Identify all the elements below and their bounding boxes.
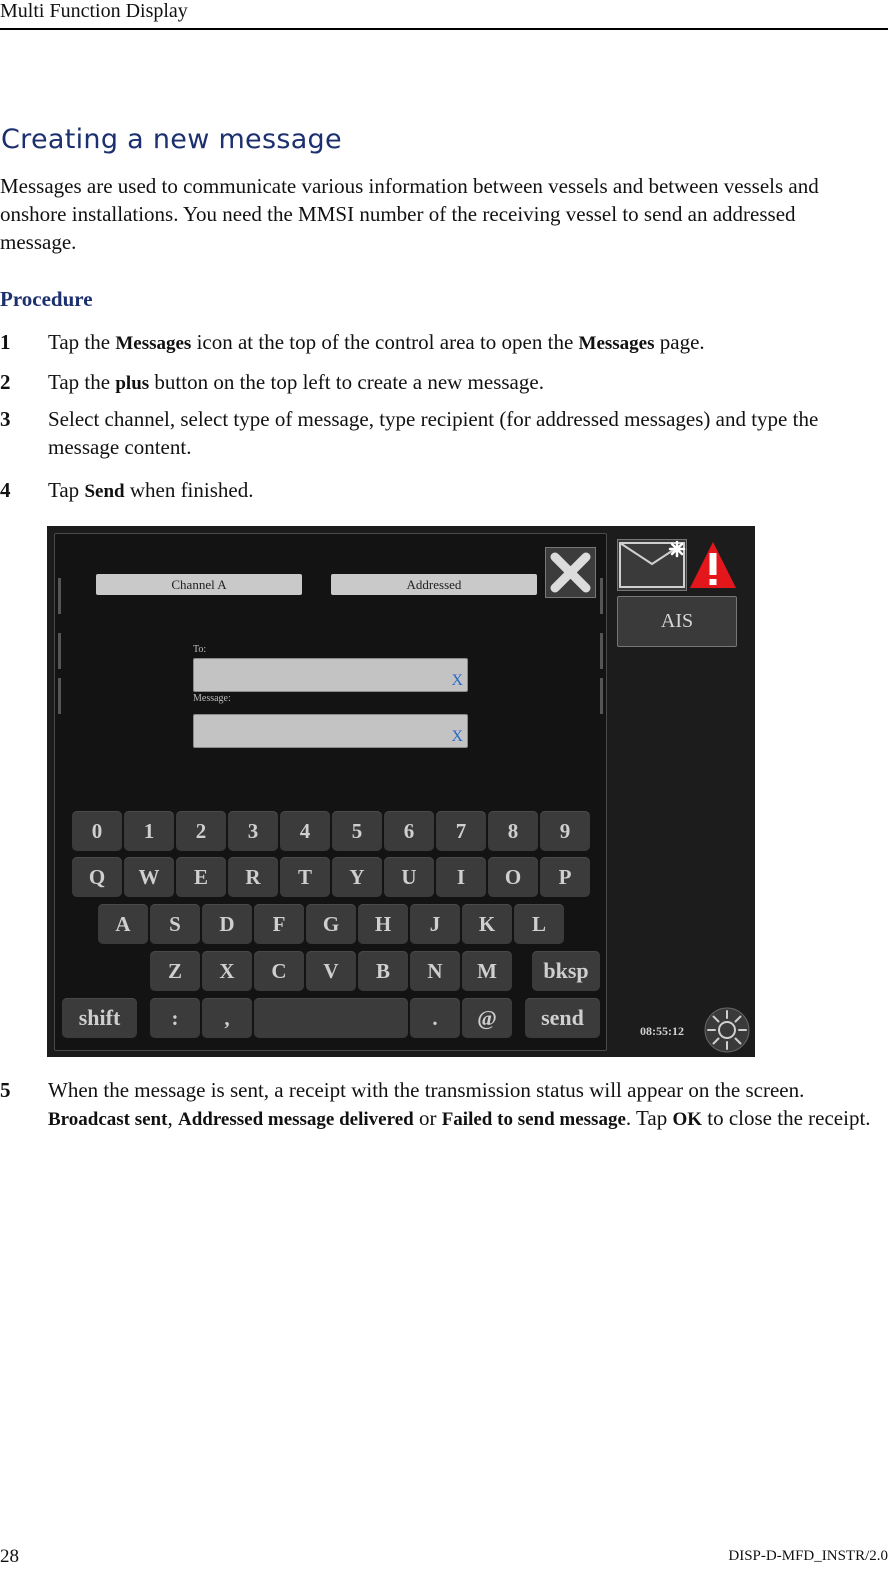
key-n[interactable]: N — [410, 951, 460, 991]
panel-edge-mark — [600, 578, 603, 614]
step-text-part: icon at the top of the control area to open the — [191, 330, 579, 354]
key-2[interactable]: 2 — [176, 811, 226, 851]
key-g[interactable]: G — [306, 904, 356, 944]
key-d[interactable]: D — [202, 904, 252, 944]
key-h[interactable]: H — [358, 904, 408, 944]
key-period[interactable]: . — [410, 998, 460, 1038]
ui-term-failed-to-send: Failed to send message — [441, 1109, 626, 1130]
key-s[interactable]: S — [150, 904, 200, 944]
step-text — [48, 1076, 880, 1134]
key-a[interactable]: A — [98, 904, 148, 944]
step-number: 5 — [0, 1078, 11, 1102]
message-type-select-button[interactable]: Addressed — [331, 574, 537, 595]
key-9[interactable]: 9 — [540, 811, 590, 851]
key-comma[interactable]: , — [202, 998, 252, 1038]
key-8[interactable]: 8 — [488, 811, 538, 851]
clock: 08:55:12 — [640, 1024, 684, 1038]
key-t[interactable]: T — [280, 857, 330, 897]
document-code: DISP-D-MFD_INSTR/2.0 — [728, 1548, 888, 1564]
procedure-step-3 — [0, 405, 860, 461]
send-key[interactable]: send — [525, 998, 600, 1038]
message-label: Message: — [193, 693, 231, 704]
key-e[interactable]: E — [176, 857, 226, 897]
procedure-step-1 — [0, 328, 880, 358]
key-z[interactable]: Z — [150, 951, 200, 991]
key-7[interactable]: 7 — [436, 811, 486, 851]
key-at[interactable]: @ — [462, 998, 512, 1038]
channel-select-button[interactable]: Channel A — [96, 574, 302, 595]
panel-edge-mark — [600, 633, 603, 669]
clear-message-icon[interactable]: X — [451, 728, 463, 745]
step-text-part: Tap the — [48, 370, 116, 394]
key-y[interactable]: Y — [332, 857, 382, 897]
step-text-part: Tap the — [48, 330, 116, 354]
ui-term-messages: Messages — [578, 333, 655, 354]
key-3[interactable]: 3 — [228, 811, 278, 851]
key-p[interactable]: P — [540, 857, 590, 897]
key-j[interactable]: J — [410, 904, 460, 944]
to-label: To: — [193, 644, 207, 655]
ui-term-ok: OK — [672, 1109, 703, 1130]
step-text — [48, 476, 880, 506]
panel-edge-mark — [58, 678, 61, 714]
step-number: 3 — [0, 407, 11, 431]
backspace-key[interactable]: bksp — [532, 951, 600, 991]
key-0[interactable]: 0 — [72, 811, 122, 851]
panel-edge-mark — [58, 578, 61, 614]
panel-edge-mark — [600, 678, 603, 714]
ui-term-messages: Messages — [115, 333, 192, 354]
step-number: 1 — [0, 330, 11, 354]
key-q[interactable]: Q — [72, 857, 122, 897]
key-x[interactable]: X — [202, 951, 252, 991]
step-text-part: , — [167, 1106, 178, 1130]
step-text-part: page. — [654, 330, 705, 354]
intro-paragraph: Messages are used to communicate various information between vessels and between vessels and onshore installations. You need the MMSI number of the receiving vessel to send an addressed message. — [0, 174, 819, 254]
step-text — [48, 328, 880, 358]
step-text-part: or — [413, 1106, 442, 1130]
step-number: 4 — [0, 478, 11, 502]
alarm-warning-icon[interactable] — [688, 539, 738, 591]
shift-key[interactable]: shift — [62, 998, 137, 1038]
ais-button[interactable]: AIS — [617, 596, 737, 647]
running-header-title: Multi Function Display — [0, 0, 188, 22]
key-u[interactable]: U — [384, 857, 434, 897]
step-text-part: When the message is sent, a receipt with the transmission status will appear on the screen. — [48, 1078, 805, 1102]
step-text-part: to close the receipt. — [702, 1106, 871, 1130]
key-k[interactable]: K — [462, 904, 512, 944]
key-c[interactable]: C — [254, 951, 304, 991]
step-text — [48, 368, 880, 398]
close-button[interactable] — [545, 547, 596, 598]
procedure-step-2 — [0, 368, 880, 398]
key-i[interactable]: I — [436, 857, 486, 897]
key-r[interactable]: R — [228, 857, 278, 897]
key-b[interactable]: B — [358, 951, 408, 991]
step-text-part: when finished. — [124, 478, 254, 502]
procedure-heading: Procedure — [0, 287, 93, 311]
procedure-step-5 — [0, 1076, 880, 1134]
key-1[interactable]: 1 — [124, 811, 174, 851]
key-o[interactable]: O — [488, 857, 538, 897]
section-title: Creating a new message — [1, 124, 342, 155]
key-colon[interactable]: : — [150, 998, 200, 1038]
messages-button[interactable] — [617, 539, 687, 591]
panel-edge-mark — [58, 633, 61, 669]
key-w[interactable]: W — [124, 857, 174, 897]
ui-term-plus: plus — [115, 373, 150, 394]
brightness-icon[interactable] — [703, 1006, 751, 1054]
step-text-part: button on the top left to create a new message. — [149, 370, 544, 394]
step-text-part: . Tap — [625, 1106, 673, 1130]
key-f[interactable]: F — [254, 904, 304, 944]
key-6[interactable]: 6 — [384, 811, 434, 851]
key-4[interactable]: 4 — [280, 811, 330, 851]
space-key[interactable] — [254, 998, 408, 1038]
recipient-input[interactable] — [193, 658, 468, 692]
ui-term-send: Send — [84, 481, 125, 502]
step-text: Select channel, select type of message, type recipient (for addressed messages) and type the message content. — [48, 407, 819, 459]
page-number: 28 — [0, 1546, 19, 1567]
close-icon — [546, 548, 595, 597]
message-input[interactable] — [193, 714, 468, 748]
ui-term-addressed-delivered: Addressed message delivered — [177, 1109, 414, 1130]
procedure-step-4 — [0, 476, 880, 506]
running-header — [0, 0, 888, 30]
key-5[interactable]: 5 — [332, 811, 382, 851]
key-v[interactable]: V — [306, 951, 356, 991]
key-m[interactable]: M — [462, 951, 512, 991]
envelope-icon — [618, 540, 686, 590]
ui-term-broadcast-sent: Broadcast sent — [48, 1109, 168, 1130]
clear-recipient-icon[interactable]: X — [451, 672, 463, 689]
step-number: 2 — [0, 370, 11, 394]
key-l[interactable]: L — [514, 904, 564, 944]
step-text-part: Tap — [48, 478, 85, 502]
